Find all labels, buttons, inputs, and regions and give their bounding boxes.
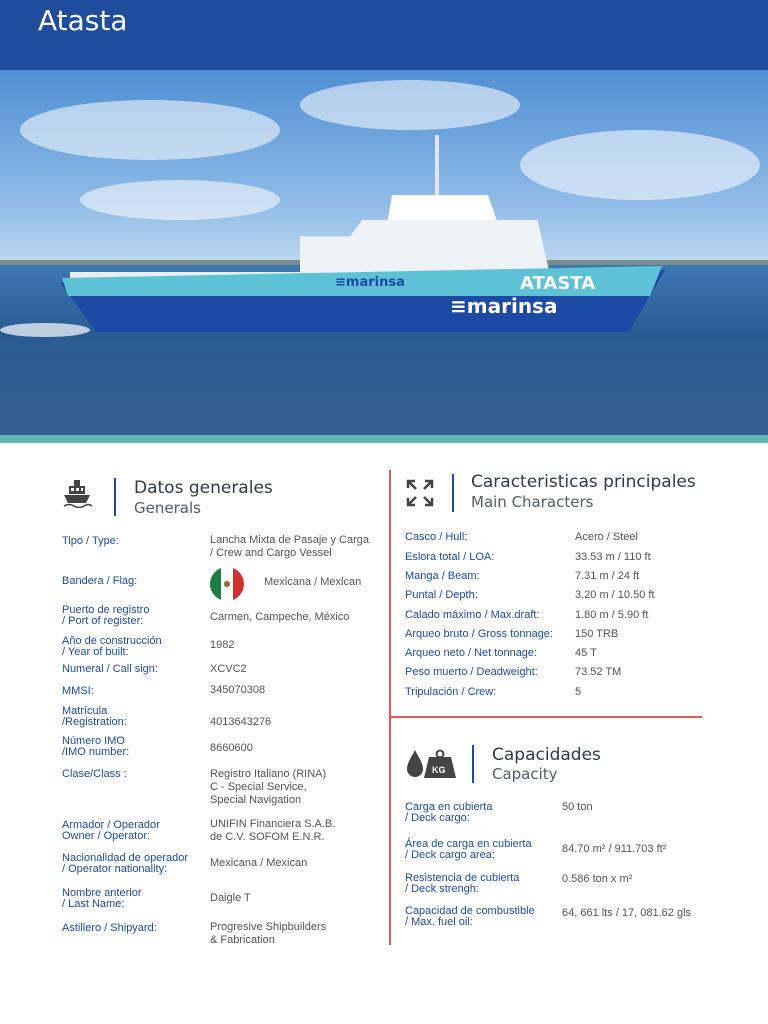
main-label-loa: Eslora total / LOA: [405, 551, 495, 563]
hull-name: ATASTA [520, 273, 596, 294]
column-divider [389, 470, 391, 945]
weight-icon-text: KG [432, 765, 446, 775]
hull-brand: ≡marinsa [450, 294, 558, 318]
generals-value-mmsi: 345070308 [210, 684, 266, 696]
mexico-flag-icon [210, 567, 244, 601]
capacity-value-fuel: 64, 661 lts / 17, 081.62 gls [562, 907, 692, 919]
photo-strip [0, 435, 768, 443]
section-divider [389, 716, 702, 718]
generals-value-type: Lancha Mixta de Pasaje y Carga / Crew and Cargo Vessel [210, 534, 369, 559]
generals-label-class: Clase/Class : [62, 768, 127, 780]
generals-value-lastname: Daigle T [210, 892, 251, 904]
generals-value-class: Registro Italiano (RINA) C - Special Service, Special Navigation [210, 768, 327, 806]
capacity-label-deck-cargo: Carga en cubierta / Deck cargo: [405, 801, 493, 824]
main-label-crew: Tripulación / Crew: [405, 686, 497, 698]
page-title: Atasta [38, 4, 128, 37]
capacity-label-deck-area: Área de carga en cubierta / Deck cargo area: [405, 838, 532, 861]
generals-label-lastname: Nombre anterior / Last Name: [62, 887, 142, 910]
main-value-beam: 7.31 m / 24 ft [575, 570, 640, 582]
main-label-draft: Calado máximo / Max.draft: [405, 609, 540, 621]
generals-label-type: Tipo / Type: [62, 535, 119, 547]
main-label-gross: Arqueo bruto / Gross tonnage: [405, 628, 553, 640]
generals-value-year: 1982 [210, 639, 235, 651]
capacity-label-fuel: Capacidad de combustible / Max. fuel oil: [405, 905, 535, 928]
generals-label-year: Año de construcción / Year of built: [62, 635, 162, 658]
generals-label-owner: Armador / Operador Owner / Operator: [62, 819, 160, 842]
main-value-draft: 1.80 m / 5.90 ft [575, 609, 649, 621]
ship-photo [0, 70, 768, 435]
ship-icon [62, 478, 92, 508]
main-label-depth: Puntal / Depth: [405, 589, 478, 601]
generals-label-flag: Bandera / Flag: [62, 575, 138, 587]
main-value-depth: 3.20 m / 10.50 ft [575, 589, 655, 601]
generals-value-callsign: XCVC2 [210, 663, 247, 675]
capacity-value-deck-strength: 0.586 ton x m² [562, 873, 633, 885]
page-header [0, 0, 768, 70]
generals-label-registration: Matrícula /Registration: [62, 705, 127, 728]
generals-label-callsign: Numeral / Call sign: [62, 663, 158, 675]
generals-label-imo: Número IMO /IMO number: [62, 735, 130, 758]
main-subtitle: Main Characters [471, 493, 594, 511]
generals-value-registration: 4013643276 [210, 716, 272, 728]
capacity-subtitle: Capacity [492, 765, 558, 783]
main-label-beam: Manga / Beam: [405, 570, 480, 582]
generals-label-nationality: Nacionalidad de operador / Operator nationality: [62, 852, 188, 875]
generals-label-shipyard: Astillero / Shipyard: [62, 922, 157, 934]
capacity-value-deck-area: 84.70 m² / 911.703 ft² [562, 843, 667, 855]
generals-label-mmsi: MMSI: [62, 685, 94, 697]
capacity-title: Capacidades [492, 745, 601, 765]
generals-title: Datos generales [134, 478, 273, 498]
generals-subtitle: Generals [134, 499, 201, 517]
generals-value-flag: Mexicana / Mexican [264, 576, 362, 588]
capacity-label-deck-strength: Resistencia de cubierta / Deck strengh: [405, 872, 520, 895]
main-value-hull: Acero / Steel [575, 531, 638, 543]
generals-value-nationality: Mexicana / Mexican [210, 857, 308, 869]
generals-label-port: Puerto de registro / Port of register: [62, 604, 150, 627]
main-title: Caracteristicas principales [471, 472, 696, 492]
main-label-deadweight: Peso muerto / Deadweight: [405, 666, 538, 678]
cabin-brand: ≡marinsa [335, 275, 405, 290]
generals-value-imo: 8660600 [210, 742, 253, 754]
main-value-crew: 5 [575, 686, 582, 698]
main-label-hull: Casco / Hull: [405, 531, 468, 543]
main-value-deadweight: 73.52 TM [575, 666, 622, 678]
main-value-gross: 150 TRB [575, 628, 619, 640]
main-label-net: Arqueo neto / Net tonnage: [405, 647, 538, 659]
main-value-loa: 33.53 m / 110 ft [575, 551, 651, 563]
generals-value-shipyard: Progresive Shipbuilders & Fabrication [210, 921, 327, 946]
generals-value-owner: UNIFIN Financiera S.A.B. de C.V. SOFOM E.N.R. [210, 818, 336, 843]
generals-value-port: Carmen, Campeche, México [210, 611, 350, 623]
main-value-net: 45 T [575, 647, 597, 659]
capacity-value-deck-cargo: 50 ton [562, 801, 593, 813]
expand-arrows-icon [405, 478, 435, 508]
weight-drop-icon [405, 748, 457, 780]
